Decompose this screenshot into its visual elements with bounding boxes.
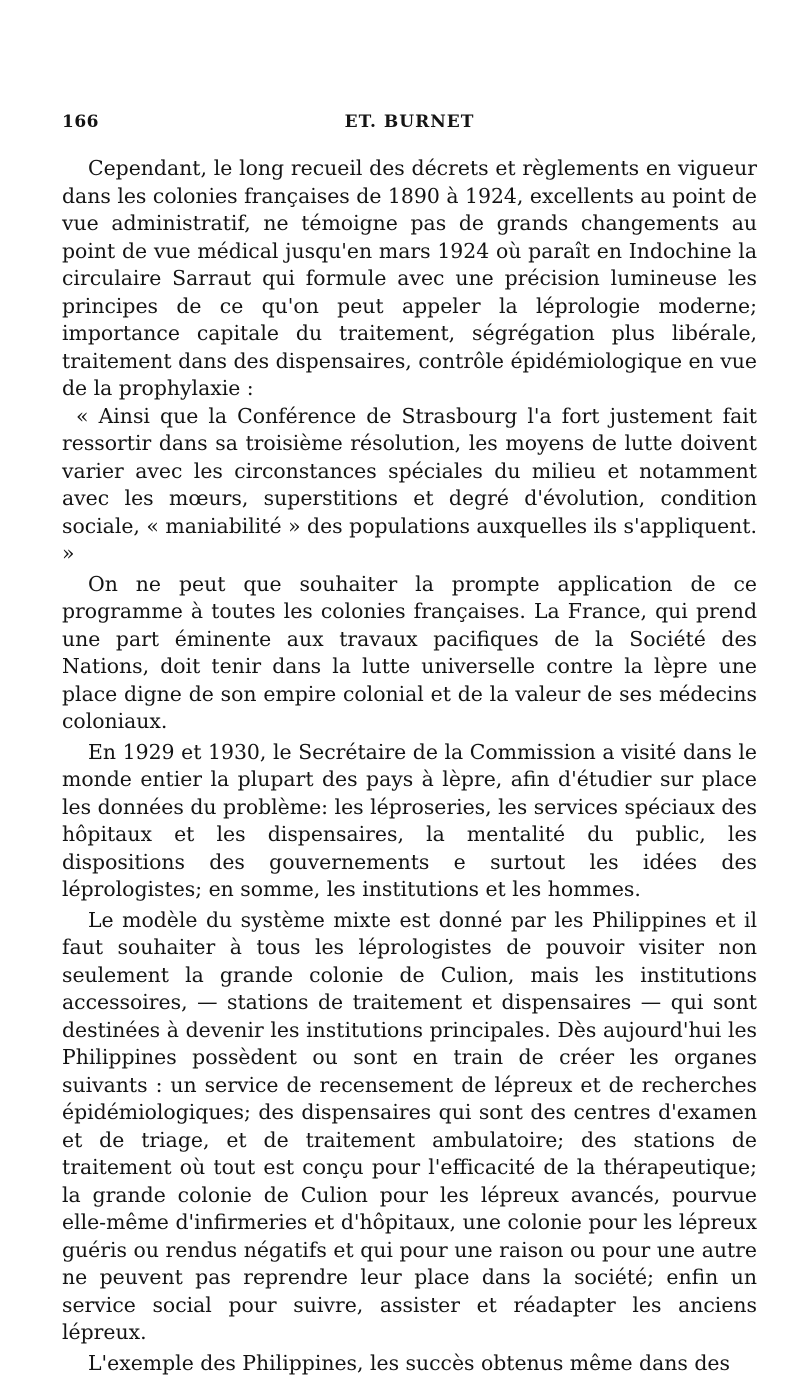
paragraph-exemple-philippines: L'exemple des Philippines, les succès obtenus même dans des — [62, 1350, 757, 1377]
paragraph-programme: On ne peut que souhaiter la prompte application de ce programme à toutes les colonies françaises. La France, qui prend une part éminente aux travaux pacifiques de la Société des Nations, doit tenir dans la lutte universelle contre la lèpre une place digne de son empire colonial et de la valeur de ses médecins coloniaux. — [62, 571, 757, 736]
page-header — [62, 112, 757, 142]
paragraph-quotation: « Ainsi que la Conférence de Strasbourg l'a fort justement fait ressortir dans sa troisième résolution, les moyens de lutte doivent varier avec les circonstances spéciales du milieu et notamment avec les mœurs, superstitions et degré d'évolution, condition sociale, « maniabilité » des populations auxquelles ils s'appliquent. » — [62, 403, 757, 568]
paragraph-secretaire-commission: En 1929 et 1930, le Secrétaire de la Commission a visité dans le monde entier la plupart des pays à lèpre, afin d'étudier sur place les données du problème: les léproseries, les services spéciaux des hôpitaux et les dispensaires, la mentalité du public, les dispositions des gouvernements e surtout les idées des léprologistes; en somme, les institutions et les hommes. — [62, 739, 757, 904]
body-text — [62, 155, 757, 1377]
running-head: ET. BURNET — [62, 112, 757, 132]
paragraph-circulaire-sarraut: Cependant, le long recueil des décrets et règlements en vigueur dans les colonies françaises de 1890 à 1924, excellents au point de vue administratif, ne témoigne pas de grands changements au point de vue médical jusqu'en mars 1924 où paraît en Indochine la circulaire Sarraut qui formule avec une précision lumineuse les principes de ce qu'on peut appeler la léprologie moderne; importance capitale du traitement, ségrégation plus libérale, traitement dans des dispensaires, contrôle épidémiologique en vue de la prophylaxie : — [62, 155, 757, 403]
paragraph-philippines-model: Le modèle du système mixte est donné par les Philippines et il faut souhaiter à tous les léprologistes de pouvoir visiter non seulement la grande colonie de Culion, mais les institutions accessoires, — stations de traitement et dispensaires — qui sont destinées à devenir les institutions principales. Dès aujourd'hui les Philippines possèdent ou sont en train de créer les organes suivants : un service de recensement de lépreux et de recherches épidémiologiques; des dispensaires qui sont des centres d'examen et de triage, et de traitement ambulatoire; des stations de traitement où tout est conçu pour l'efficacité de la thérapeutique; la grande colonie de Culion pour les lépreux avancés, pourvue elle-même d'infirmeries et d'hôpitaux, une colonie pour les lépreux guéris ou rendus négatifs et qui pour une raison ou pour une autre ne peuvent pas reprendre leur place dans la société; enfin un service social pour suivre, assister et réadapter les anciens lépreux. — [62, 907, 757, 1347]
page-number: 166 — [62, 112, 99, 132]
